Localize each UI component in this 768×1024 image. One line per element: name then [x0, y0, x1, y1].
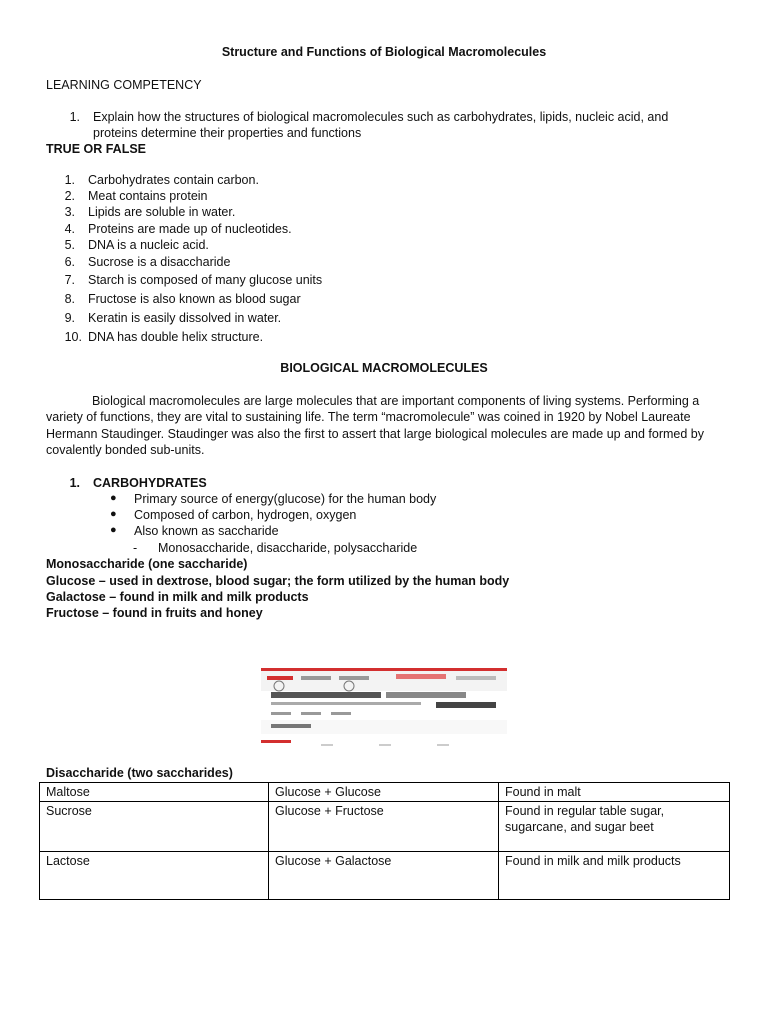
list-item-text: Keratin is easily dissolved in water.: [88, 311, 282, 325]
list-item-text: DNA has double helix structure.: [88, 330, 264, 344]
competency-heading: LEARNING COMPETENCY: [46, 78, 202, 92]
mono-line-galactose: Galactose – found in milk and milk products: [46, 590, 309, 604]
list-item-text: Composed of carbon, hydrogen, oxygen: [134, 508, 357, 522]
disaccharide-heading: Disaccharide (two saccharides): [46, 766, 233, 780]
competency-item-number: 1.: [69, 110, 80, 124]
list-item-number: 2.: [64, 189, 75, 203]
table-cell: Maltose: [40, 783, 269, 802]
table-row: [40, 783, 730, 802]
mono-heading: Monosaccharide (one saccharide): [46, 557, 248, 571]
sub-list-item-text: Monosaccharide, disaccharide, polysaccharide: [158, 541, 418, 555]
list-item-text: Lipids are soluble in water.: [88, 205, 236, 219]
list-item-number: 4.: [64, 222, 75, 236]
carbs-number: 1.: [69, 476, 80, 490]
table-cell: Found in milk and milk products: [499, 852, 730, 900]
table-cell: Found in malt: [499, 783, 730, 802]
competency-item-line2: proteins determine their properties and functions: [93, 126, 362, 140]
bullet-icon: ●: [110, 492, 117, 504]
list-item-number: 9.: [64, 311, 75, 325]
table-cell: Glucose + Galactose: [269, 852, 499, 900]
list-item-text: Proteins are made up of nucleotides.: [88, 222, 292, 236]
table-cell: Glucose + Glucose: [269, 783, 499, 802]
table-cell: Sucrose: [40, 802, 269, 852]
embedded-screenshot-image: [261, 668, 507, 748]
list-item-number: 8.: [64, 292, 75, 306]
list-item-text: Sucrose is a disaccharide: [88, 255, 231, 269]
bio-paragraph: Biological macromolecules are large molecules that are important components of living systems. Performing a variety of functions, they are vital to sustaining life. The term “macromolecule” was coined in 1920 by Nobel Laureate Hermann Staudinger. Staudinger was also the first to assert that large biological molecules are made up and formed by covalently bonded sub-units.: [46, 394, 705, 457]
true-false-heading: TRUE OR FALSE: [46, 142, 147, 156]
list-item-text: DNA is a nucleic acid.: [88, 238, 209, 252]
list-item-text: Primary source of energy(glucose) for the human body: [134, 492, 437, 506]
table-row: [40, 852, 730, 900]
table-row: [40, 802, 730, 852]
table-cell: Glucose + Fructose: [269, 802, 499, 852]
list-item-number: 10.: [64, 330, 82, 344]
table-cell: Lactose: [40, 852, 269, 900]
bullet-icon: ●: [110, 524, 117, 536]
competency-item-line1: Explain how the structures of biological macromolecules such as carbohydrates, lipids, nucleic acid, and: [93, 110, 669, 124]
bullet-icon: ●: [110, 508, 117, 520]
list-item-text: Also known as saccharide: [134, 524, 279, 538]
disaccharide-table: [39, 782, 730, 900]
page-title: Structure and Functions of Biological Macromolecules: [221, 45, 547, 59]
mono-line-fructose: Fructose – found in fruits and honey: [46, 606, 263, 620]
list-item-text: Meat contains protein: [88, 189, 208, 203]
list-item-number: 7.: [64, 273, 75, 287]
mono-line-glucose: Glucose – used in dextrose, blood sugar; the form utilized by the human body: [46, 574, 510, 588]
list-item-number: 1.: [64, 173, 75, 187]
list-item-text: Carbohydrates contain carbon.: [88, 173, 259, 187]
table-cell: Found in regular table sugar, sugarcane, and sugar beet: [499, 802, 730, 852]
list-item-text: Fructose is also known as blood sugar: [88, 292, 301, 306]
list-item-number: 6.: [64, 255, 75, 269]
list-item-number: 3.: [64, 205, 75, 219]
carbs-heading: CARBOHYDRATES: [93, 476, 207, 490]
embedded-image-drawing: [261, 668, 507, 748]
list-item-text: Starch is composed of many glucose units: [88, 273, 323, 287]
list-item-number: 5.: [64, 238, 75, 252]
dash-marker: -: [133, 541, 138, 555]
section-heading-bio: BIOLOGICAL MACROMOLECULES: [280, 361, 488, 375]
